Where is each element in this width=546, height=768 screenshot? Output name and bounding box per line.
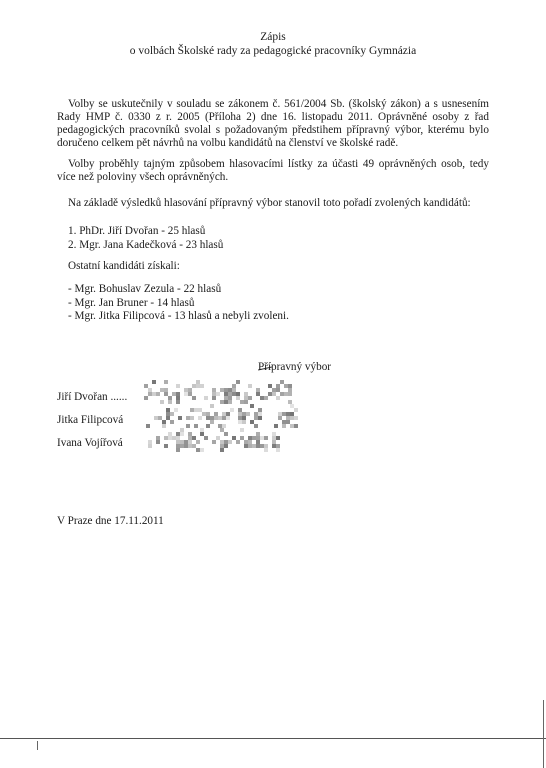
others-label: Ostatní kandidáti získali: xyxy=(68,260,180,272)
paragraph-results-intro: Na základě výsledků hlasování přípravný výbor stanovil toto pořadí zvolených kandidátů: xyxy=(68,197,471,209)
document-title: Zápis xyxy=(260,31,286,43)
committee-label: Přípravný výbor xyxy=(258,361,332,373)
scan-edge-mark xyxy=(543,700,544,768)
document-subtitle: o volbách Školské rady za pedagogické pracovníky Gymnázia xyxy=(129,45,417,57)
other-candidate-item: - Mgr. Jitka Filipcová - 13 hlasů a nebyli zvoleni. xyxy=(68,310,289,322)
other-candidate-item: - Mgr. Bohuslav Zezula - 22 hlasů xyxy=(68,283,222,295)
signer-name: Ivana Vojířová xyxy=(57,437,123,449)
redacted-signature xyxy=(146,404,296,426)
scan-edge-line xyxy=(0,738,546,739)
signer-name: Jiří Dvořan xyxy=(57,391,108,403)
redacted-signature xyxy=(140,380,290,404)
title-block xyxy=(0,30,546,58)
signer-name: Jitka Filipcová xyxy=(57,414,124,426)
scan-edge-mark xyxy=(37,741,38,750)
paragraph-election-basis: Volby se uskutečnily v souladu se zákonem č. 561/2004 Sb. (školský zákon) a s usnesením Rady HMP č. 0330 z r. 2005 (Příloha 2) dne 16. listopadu 2011. Oprávněné osoby z řad pedagogických pracovníků svolal s požadovaným předstihem přípravný výbor, kterému bylo doručeno celkem pět návrhů na volbu kandidátů na členství ve školské radě. xyxy=(57,98,489,149)
elected-list xyxy=(68,225,223,252)
elected-item: 2. Mgr. Jana Kadečková - 23 hlasů xyxy=(68,238,224,251)
document-date: V Praze dne 17.11.2011 xyxy=(57,515,164,527)
signer-row xyxy=(57,414,123,426)
elected-item: 1. PhDr. Jiří Dvořan - 25 hlasů xyxy=(68,225,206,237)
others-list xyxy=(68,283,289,324)
signer-row xyxy=(57,437,123,449)
signer-row xyxy=(57,391,127,403)
redacted-signature xyxy=(148,428,278,450)
paragraph-voting-method: Volby proběhly tajným způsobem hlasovacími lístky za účasti 49 oprávněných osob, tedy více než poloviny všech oprávněných. xyxy=(57,158,489,183)
other-candidate-item: - Mgr. Jan Bruner - 14 hlasů xyxy=(68,296,195,309)
signature-dots: ...... xyxy=(110,391,128,403)
